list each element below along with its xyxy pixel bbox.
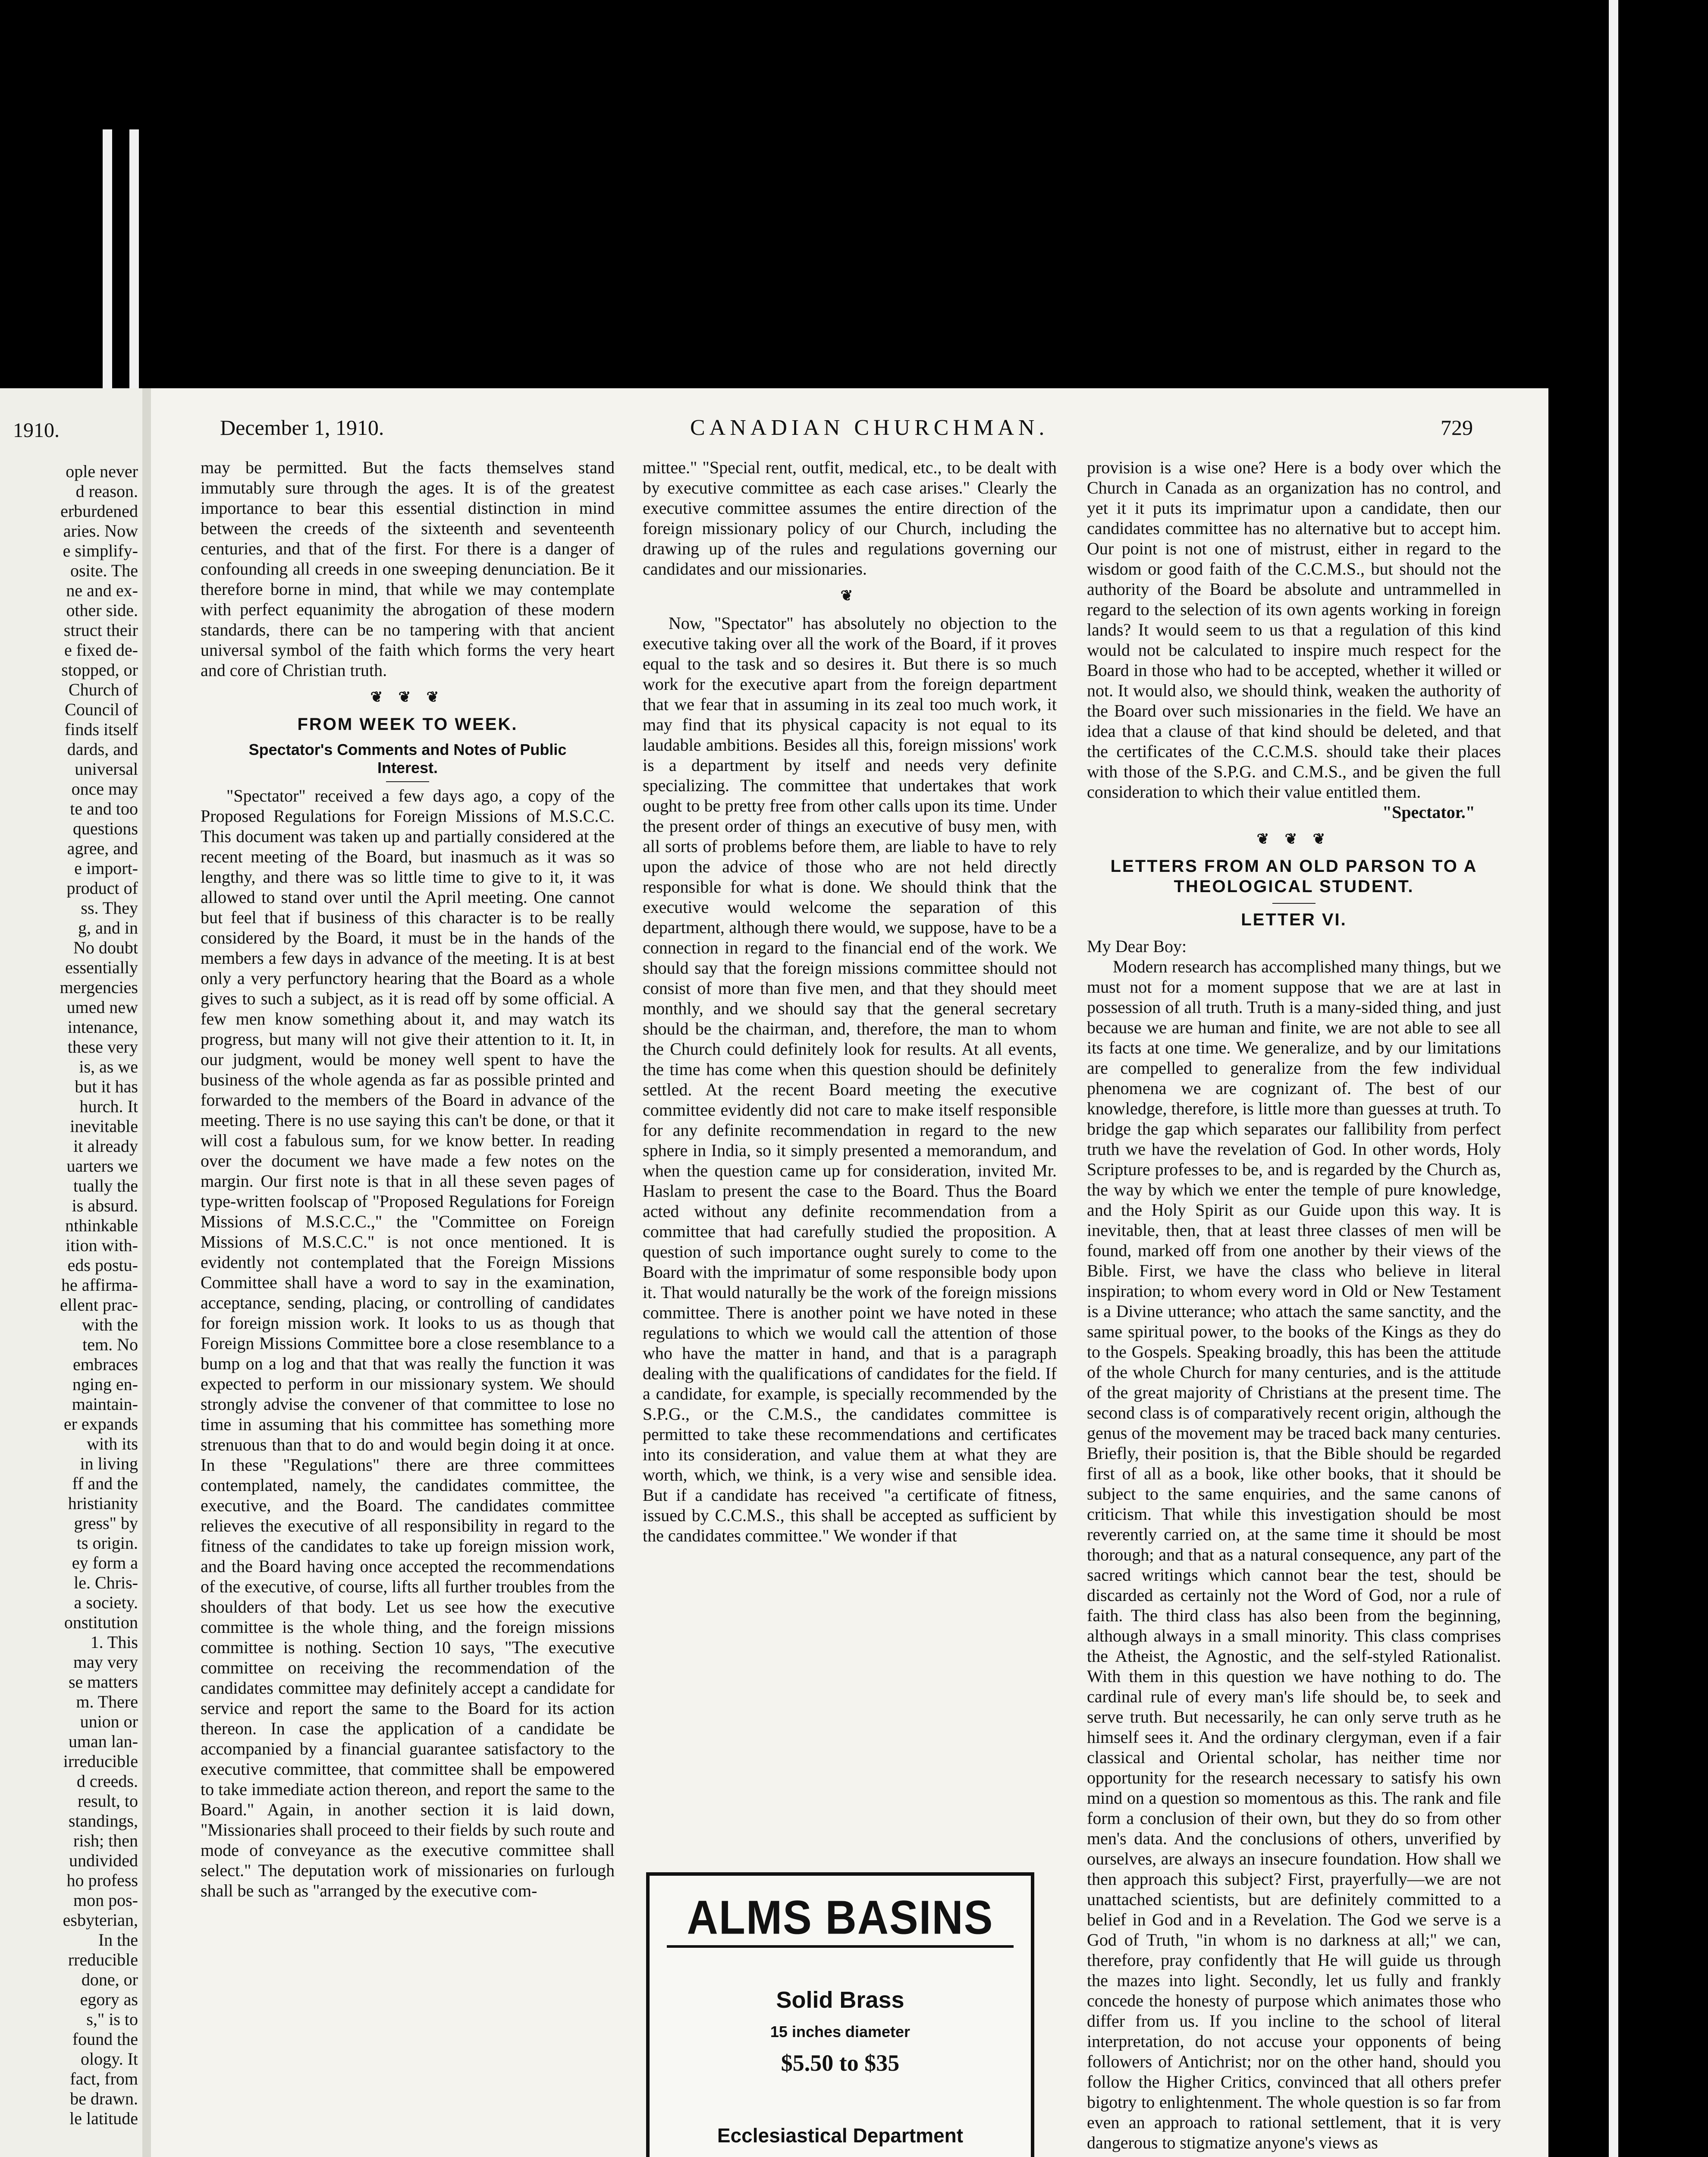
article-paragraph: Now, "Spectator" has absolutely no objection to the executive taking over all the work of the Board, if it proves equal to the task and so desires it. But there is so much work for the executive apart from the foreign department that we fear that in assuming in its zeal too much work, it may find that its physical capacity is not equal to its laudable ambitions. Besides all this, foreign missions' work is a department by itself and needs very definite specializing. The committee that undertakes that work ought to be pretty free from other calls upon its time. Under the present order of things an executive of busy men, with all sorts of problems before them, are liable to have to rely upon the advice of those who are not held directly responsible for what is done. We should think that the executive would welcome the separation of this department, although there would, we suppose, have to be a connection in regard to the financial end of the work. We should say that the foreign missions committee should not consist of more than five men, and that they should meet monthly, and we should say that the general secretary should be the chairman, and, therefore, the man to whom the Church could definitely look for results. At all events, the time has come when this question should be definitely settled. At the recent Board meeting the executive committee evidently did not care to make itself responsible for any definite recommendation in regard to the new sphere in India, so it simply presented a memorandum, and when the question came up for consideration, invited Mr. Haslam to present the case to the Board. Thus the Board acted without any definite recommendation from a committee that had carefully studied the proposition. A question of such importance ought surely to come to the Board with the imprimatur of some responsible body upon it. That would naturally be the work of the foreign missions committee. There is another point we have noted in these regulations to which we would call the attention of those who have the matter in hand, and that is a paragraph dealing with the qualifications of candidates for the field. If a candidate, for example, is specially recommended by the S.P.G., or the C.M.S., the candidates committee is permitted to take these recommendations and certificates into its consideration, and value them at what they are worth, which, we think, is a very wise and sensible idea. But if a candidate has received "a certificate of fitness, issued by C.C.M.S., this shall be accepted as sufficient by the candidates committee." We wonder if that xyxy=(643,613,1057,1545)
adjacent-page-line: Church of xyxy=(68,680,138,699)
adjacent-page-line: ology. It xyxy=(81,2049,138,2069)
adjacent-page-line: be drawn. xyxy=(70,2089,138,2108)
adjacent-page-line: nthinkable xyxy=(65,1216,138,1235)
adjacent-page-header: 1910. xyxy=(13,419,60,442)
adjacent-page-line: s," is to xyxy=(86,2009,138,2029)
ad-department: Ecclesiastical Department xyxy=(717,2124,964,2147)
section-heading: LETTERS FROM AN OLD PARSON TO A THEOLOGICAL STUDENT. xyxy=(1110,857,1478,896)
adjacent-page-line: finds itself xyxy=(65,720,138,739)
adjacent-page-line: done, or xyxy=(81,1970,138,1989)
adjacent-page-line: union or xyxy=(80,1712,138,1731)
adjacent-page-line: ho profess xyxy=(66,1871,138,1890)
adjacent-page-line: dards, and xyxy=(67,739,138,759)
adjacent-page-line: with its xyxy=(87,1434,138,1453)
article-paragraph: "Spectator" received a few days ago, a copy of the Proposed Regulations for Foreign Missions of M.S.C.C. This document was taken up and partially considered at the recent meeting of the Board, but inasmuch as it was so lengthy, and there was so little time to give to it, it was allowed to stand over until the April meeting. One cannot but feel that if business of this character is to be really considered by the Board, it must be in the hands of the members a few days in advance of the meeting. It is at best only a very perfunctory hearing that the Board as a whole gives to such a subject, as it is read off by some official. A few men know something about it, and may watch its progress, but many will not give their attention to it. It, in our judgment, would be money well spent to have the business of the whole agenda as far as possible printed and forwarded to the members of the Board in advance of the meeting. There is no use saying this can't be done, or that it will cost a fabulous sum, for we know better. In reading over the document we have made a few notes on the margin. Our first note is that in all these seven pages of type-written foolscap of "Proposed Regulations for Foreign Missions of M.S.C.C.," the "Committee on Foreign Missions of M.S.C.C." is not once mentioned. It is evidently not contemplated that the Foreign Missions Committee shall have a word to say in the examination, acceptance, sending, placing, or controlling of candidates for foreign mission work. It looks to us as though that Foreign Missions Committee bore a close resemblance to a bump on a log and that that was really the function it was expected to perform in our missionary system. We should strongly advise the convener of that committee to lose no time in assuming that his committee has something more strenuous than that to do and would begin doing it at once. In these "Regulations" there are three committees contemplated, namely, the candidates committee, the executive, and the Board. The candidates committee relieves the executive of all responsibility in regard to the fitness of the candidates to take up foreign mission work, and the Board having once accepted the recommendations of the executive, of course, lifts all further troubles from the shoulders of that body. Let us see how the executive committee is the whole thing, and the foreign missions committee is nothing. Section 10 says, "The executive committee on receiving the recommendation of the candidates committee may definitely accept a candidate for service and report the same to the Board for its action thereon. In case the application of a candidate be accompanied by a financial guarantee satisfactory to the executive committee, that committee shall be empowered to take immediate action thereon, and report the same to the Board." Again, in another section it is laid down, "Missionaries shall proceed to their fields by such route and mode of conveyance as the executive committee shall select." The deputation work of missionaries on furlough shall be such as "arranged by the executive com- xyxy=(201,786,615,1900)
ad-price: $5.50 to $35 xyxy=(781,2050,900,2076)
adjacent-page-line: se matters xyxy=(68,1672,138,1692)
letter-paragraph: Modern research has accomplished many things, but we must not for a moment suppose that we are at last in possession of all truth. Truth is a many-sided thing, and just because we are human and finite, we are not able to see all its facts at one time. We generalize, and by our limitations are compelled to generalize from the few individual phenomena we are cognizant of. The best of our knowledge, therefore, is little more than guesses at truth. To bridge the gap which separates our fallibility from perfect truth we have the revelation of God. In other words, Holy Scripture professes to be, and is regarded by the Church as, the way by which we enter the temple of pure knowledge, and the Holy Spirit as our Guide upon this way. It is inevitable, then, that at least three classes of men will be found, marked off from one another by their views of the Bible. First, we have the class who believe in literal inspiration; to whom every word in Old or New Testament is a Divine utterance; who attach the same sanctity, and the same spiritual power, to the books of the Kings as they do to the Gospels. Speaking broadly, this has been the attitude of the whole Church for many centuries, and is the attitude of the great majority of Christians at the present time. The second class is of comparatively recent origin, although the genus of the movement may be traced back many centuries. Briefly, their position is, that the Bible should be regarded first of all as a book, like other books, that it should be subject to the same enquiries, and the same canons of criticism. That while this investigation should be most reverently carried on, at the same time it should be most thorough; and that as a natural consequence, any part of the sacred writings which cannot bear the test, should be discarded as certainly not the Word of God, nor a rule of faith. The third class has also been from the beginning, although always in a small minority. This class comprises the Atheist, the Agnostic, and the self-styled Rationalist. With them in this question we have nothing to do. The cardinal rule of every man's life should be, to seek and serve truth. But necessarily, he can only serve truth as he himself sees it. And the ordinary clergyman, even if a fair classical and Oriental scholar, has neither time nor opportunity for the research necessary to satisfy his own mind on a question so momentous as this. The rank and file form a conclusion of their own, but they do so from other men's data. And the conclusions of others, unverified by ourselves, are always an insecure foundation. How shall we then approach this subject? First, prayerfully—we are not unattached scientists, but are definitely committed to a belief in God and in a Revelation. The God we serve is a God of Truth, "in whom is no darkness at all;" we can, therefore, pray confidently that He will guide us through the mazes into light. Secondly, let us fully and frankly concede the honesty of purpose which animates those who differ from us. If you incline to the school of literal interpretation, do not accuse your opponents of being followers of Antichrist; nor on the other hand, should you follow the Higher Critics, convinced that all others prefer bigotry to enlightenment. The whole question is so far from even an approach to rational settlement, that it is very dangerous to stigmatize anyone's views as xyxy=(1087,957,1501,2152)
adjacent-page-line: hurch. It xyxy=(79,1097,138,1116)
page-number: 729 xyxy=(1441,415,1473,440)
adjacent-page-line: ne and ex- xyxy=(66,581,138,600)
adjacent-page-line: he affirma- xyxy=(61,1275,138,1295)
adjacent-page-line: undivided xyxy=(69,1851,138,1870)
adjacent-page-line: hristianity xyxy=(68,1494,138,1513)
divider xyxy=(386,781,429,782)
adjacent-page-line: tually the xyxy=(73,1176,138,1195)
ad-size: 15 inches diameter xyxy=(770,2023,911,2041)
column-2 xyxy=(643,457,1057,1546)
adjacent-page-line: e fixed de- xyxy=(64,640,138,660)
adjacent-page-line: is absurd. xyxy=(72,1196,138,1215)
adjacent-page-line: essentially xyxy=(65,958,138,977)
article-paragraph: provision is a wise one? Here is a body over which the Church in Canada as an organization has no control, and yet it it puts its imprimatur upon a candidate, then our candidates committee has no alternative but to accept him. Our point is not one of mistrust, either in regard to the wisdom or good faith of the C.C.M.S., but should not the authority of the Board be absolute and untrammelled in regard to the selection of its own agents working in foreign lands? It would seem to us that a regulation of this kind would not be calculated to inspire much respect for the Board in those who had to be accepted, whether it willed or not. It would also, we should think, weaken the authority of the Board over such missionaries in the field. We have an idea that a clause of that kind should be deleted, and that the certificates of the C.C.M.S. should take their places with those of the S.P.G. and C.M.S., and be given the full consideration to which their value entitled them. xyxy=(1087,458,1501,802)
adjacent-page-line: aries. Now xyxy=(63,521,138,541)
adjacent-page-line: ss. They xyxy=(81,898,138,918)
adjacent-page-line: uman lan- xyxy=(68,1732,138,1751)
publication-title: CANADIAN CHURCHMAN. xyxy=(690,415,1049,440)
section-ornament: ❦ ❦ ❦ xyxy=(370,689,445,705)
adjacent-page-line: mon pos- xyxy=(73,1890,138,1910)
adjacent-page-line: inevitable xyxy=(70,1116,138,1136)
adjacent-page-line: ition with- xyxy=(66,1236,138,1255)
adjacent-page-line: d creeds. xyxy=(76,1771,138,1791)
author-signature: "Spectator." xyxy=(1382,802,1475,822)
adjacent-page-line: a society. xyxy=(74,1593,138,1612)
adjacent-page-line: Council of xyxy=(65,700,138,719)
adjacent-page-line: mergencies xyxy=(60,978,138,997)
adjacent-page-line: intenance, xyxy=(67,1017,138,1037)
ad-material: Solid Brass xyxy=(776,1987,904,2013)
paragraph-ornament: ❦ xyxy=(840,588,859,604)
article-continuation: may be permitted. But the facts themselves stand immutably sure through the ages. It is of the greatest importance to bear this essential distinction in mind between the creeds of the sixteenth and seventeenth centuries, and that of the first. For there is a danger of confounding all creeds in one sweeping denunciation. Be it therefore borne in mind, that while we may contemplate with perfect equanimity the abrogation of these modern standards, there can be no tampering with that ancient universal symbol of the faith which forms the very heart and core of Christian truth. xyxy=(201,458,615,680)
adjacent-page-line: rish; then xyxy=(73,1831,138,1850)
adjacent-page-line: er expands xyxy=(63,1414,138,1434)
ad-title: ALMS BASINS xyxy=(687,1891,994,1944)
adjacent-page-line: ey form a xyxy=(72,1553,138,1572)
adjacent-page-line: tem. No xyxy=(82,1335,138,1354)
adjacent-page-line: is, as we xyxy=(79,1057,138,1076)
adjacent-page-line: te and too xyxy=(70,799,138,818)
adjacent-page-line: le. Chris- xyxy=(74,1573,138,1592)
adjacent-page-line: umed new xyxy=(66,997,138,1017)
adjacent-page-line: 1. This xyxy=(90,1632,138,1652)
letter-salutation: My Dear Boy: xyxy=(1087,937,1187,956)
adjacent-page-line: maintain- xyxy=(72,1394,138,1414)
adjacent-page-line: uarters we xyxy=(66,1156,138,1176)
adjacent-page-line: agree, and xyxy=(67,839,138,858)
article-paragraph: mittee." "Special rent, outfit, medical, etc., to be dealt with by executive committee as each case arises." Clearly the executive committee assumes the entire direction of the foreign missionary policy of our Church, including the drawing up of the rules and regulations governing our candidates and our missionaries. xyxy=(643,458,1057,579)
adjacent-page-line: g, and in xyxy=(78,918,138,937)
adjacent-page-line: In the xyxy=(98,1930,138,1949)
adjacent-page-line: le latitude xyxy=(69,2109,138,2128)
adjacent-page-line: eds postu- xyxy=(67,1255,138,1275)
newspaper-page xyxy=(151,388,1548,2157)
adjacent-page-line: standings, xyxy=(68,1811,138,1830)
adjacent-page-line: found the xyxy=(72,2029,138,2049)
issue-date: December 1, 1910. xyxy=(220,415,384,440)
adjacent-page-line: ts origin. xyxy=(76,1533,138,1553)
adjacent-page-line: fact, from xyxy=(70,2069,138,2088)
adjacent-page-line: ff and the xyxy=(72,1474,138,1493)
adjacent-page-line: d reason. xyxy=(75,481,138,501)
adjacent-page-line: e simplify- xyxy=(63,541,138,560)
adjacent-page-line: egory as xyxy=(80,1990,138,2009)
film-strip-right xyxy=(1609,0,1618,2157)
adjacent-page-line: but it has xyxy=(75,1077,138,1096)
adjacent-page-line: result, to xyxy=(78,1791,138,1811)
adjacent-page-line: irreducible xyxy=(63,1751,138,1771)
adjacent-page-line: esbyterian, xyxy=(63,1910,138,1930)
adjacent-page-line: osite. The xyxy=(70,561,138,580)
adjacent-page-line: embraces xyxy=(72,1355,138,1374)
adjacent-page-line: questions xyxy=(72,819,138,838)
adjacent-page-text xyxy=(9,462,138,2129)
letter-heading: LETTER VI. xyxy=(1241,910,1347,929)
column-3 xyxy=(1087,457,1501,2153)
adjacent-page-line: No doubt xyxy=(73,938,138,957)
adjacent-page-line: other side. xyxy=(66,601,138,620)
divider xyxy=(1272,903,1316,904)
adjacent-page-line: stopped, or xyxy=(61,660,138,679)
adjacent-page-line: gress" by xyxy=(74,1513,138,1533)
adjacent-page-line: it already xyxy=(73,1136,138,1156)
adjacent-page-line: once may xyxy=(71,779,138,799)
adjacent-page xyxy=(0,388,142,2157)
ad-rule xyxy=(667,1945,1014,1948)
section-ornament: ❦ ❦ ❦ xyxy=(1256,831,1331,847)
adjacent-page-line: struct their xyxy=(63,620,138,640)
adjacent-page-line: with the xyxy=(82,1315,138,1334)
adjacent-page-line: nging en- xyxy=(72,1374,138,1394)
adjacent-page-line: onstitution xyxy=(64,1613,138,1632)
adjacent-page-line: may very xyxy=(73,1652,138,1672)
adjacent-page-line: erburdened xyxy=(60,501,138,521)
adjacent-page-line: ople never xyxy=(66,462,138,481)
column-1 xyxy=(201,457,615,1901)
adjacent-page-line: m. There xyxy=(76,1692,138,1711)
section-heading: FROM WEEK TO WEEK. xyxy=(297,715,518,734)
adjacent-page-line: these very xyxy=(67,1037,138,1056)
adjacent-page-line: universal xyxy=(75,759,138,779)
section-subheading: Spectator's Comments and Notes of Public Interest. xyxy=(248,741,567,777)
adjacent-page-line: product of xyxy=(66,878,138,898)
advertisement xyxy=(646,1872,1034,2157)
adjacent-page-line: ellent prac- xyxy=(60,1295,138,1314)
adjacent-page-line: in living xyxy=(80,1454,138,1473)
adjacent-page-line: rreducible xyxy=(68,1950,138,1969)
adjacent-page-line: e import- xyxy=(74,858,138,878)
